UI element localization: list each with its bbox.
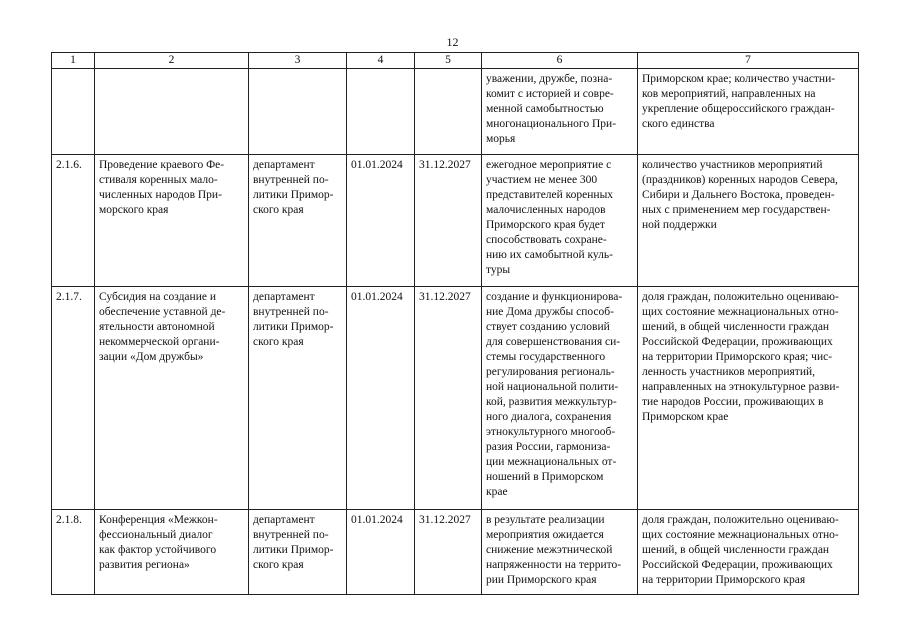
executor: департамент внутренней по- литики Примор- ского края — [249, 287, 347, 510]
expected-result: в результате реализации мероприятия ожидается снижение межэтнической напряженности на террито- рии Приморского края — [482, 510, 638, 595]
start-date — [347, 69, 415, 155]
executor — [249, 69, 347, 155]
event-name — [95, 69, 249, 155]
indicator: доля граждан, положительно оцениваю- щих состояние межнациональных отно- шений, в общей численности граждан Российской Федерации, проживающих на территории Приморского края; чис- ленность участников мероприятий, направленных на этнокультурное разви- тие народов России, проживающих в Приморском крае — [638, 287, 859, 510]
column-header: 1 — [52, 53, 95, 69]
indicator: Приморском крае; количество участни- ков мероприятий, направленных на укрепление общероссийского граждан- ского единства — [638, 69, 859, 155]
column-header: 7 — [638, 53, 859, 69]
indicator: количество участников мероприятий (праздников) коренных народов Севера, Сибири и Дальнего Востока, проведен- ных с применением мер государствен- ной поддержки — [638, 155, 859, 287]
page-number: 12 — [446, 35, 459, 49]
event-name: Субсидия на создание и обеспечение уставной де- ятельности автономной некоммерческой органи- зации «Дом дружбы» — [95, 287, 249, 510]
start-date: 01.01.2024 — [347, 510, 415, 595]
table-row — [52, 510, 859, 595]
row-number: 2.1.6. — [52, 155, 95, 287]
program-table — [51, 52, 859, 595]
executor: департамент внутренней по- литики Примор- ского края — [249, 155, 347, 287]
column-header: 3 — [249, 53, 347, 69]
column-header: 2 — [95, 53, 249, 69]
column-header: 6 — [482, 53, 638, 69]
end-date — [415, 69, 482, 155]
indicator: доля граждан, положительно оцениваю- щих состояние межнациональных отно- шений, в общей численности граждан Российской Федерации, проживающих на территории Приморского края — [638, 510, 859, 595]
executor: департамент внутренней по- литики Примор- ского края — [249, 510, 347, 595]
row-number: 2.1.8. — [52, 510, 95, 595]
table-row — [52, 155, 859, 287]
expected-result: уважении, дружбе, позна- комит с историей и совре- менной самобытностью многонационального При- морья — [482, 69, 638, 155]
start-date: 01.01.2024 — [347, 287, 415, 510]
end-date: 31.12.2027 — [415, 155, 482, 287]
table-row — [52, 287, 859, 510]
column-header: 4 — [347, 53, 415, 69]
row-number — [52, 69, 95, 155]
table-row — [52, 69, 859, 155]
row-number: 2.1.7. — [52, 287, 95, 510]
end-date: 31.12.2027 — [415, 287, 482, 510]
header-row — [52, 53, 859, 69]
expected-result: создание и функционирова- ние Дома дружбы способ- ствует созданию условий для совершенствования си- стемы государственного регулирования региональ- ной национальной полити- кой, развития межкультур- ного диалога, сохранения этнокультурного многооб- разия России, гармониза- ции межнациональных от- ношений в Приморском крае — [482, 287, 638, 510]
end-date: 31.12.2027 — [415, 510, 482, 595]
event-name: Проведение краевого Фе- стиваля коренных мало- численных народов При- морского края — [95, 155, 249, 287]
event-name: Конференция «Межкон- фессиональный диалог как фактор устойчивого развития региона» — [95, 510, 249, 595]
start-date: 01.01.2024 — [347, 155, 415, 287]
expected-result: ежегодное мероприятие с участием не менее 300 представителей коренных малочисленных народов Приморского края будет способствовать сохране- нию их самобытной куль- туры — [482, 155, 638, 287]
column-header: 5 — [415, 53, 482, 69]
